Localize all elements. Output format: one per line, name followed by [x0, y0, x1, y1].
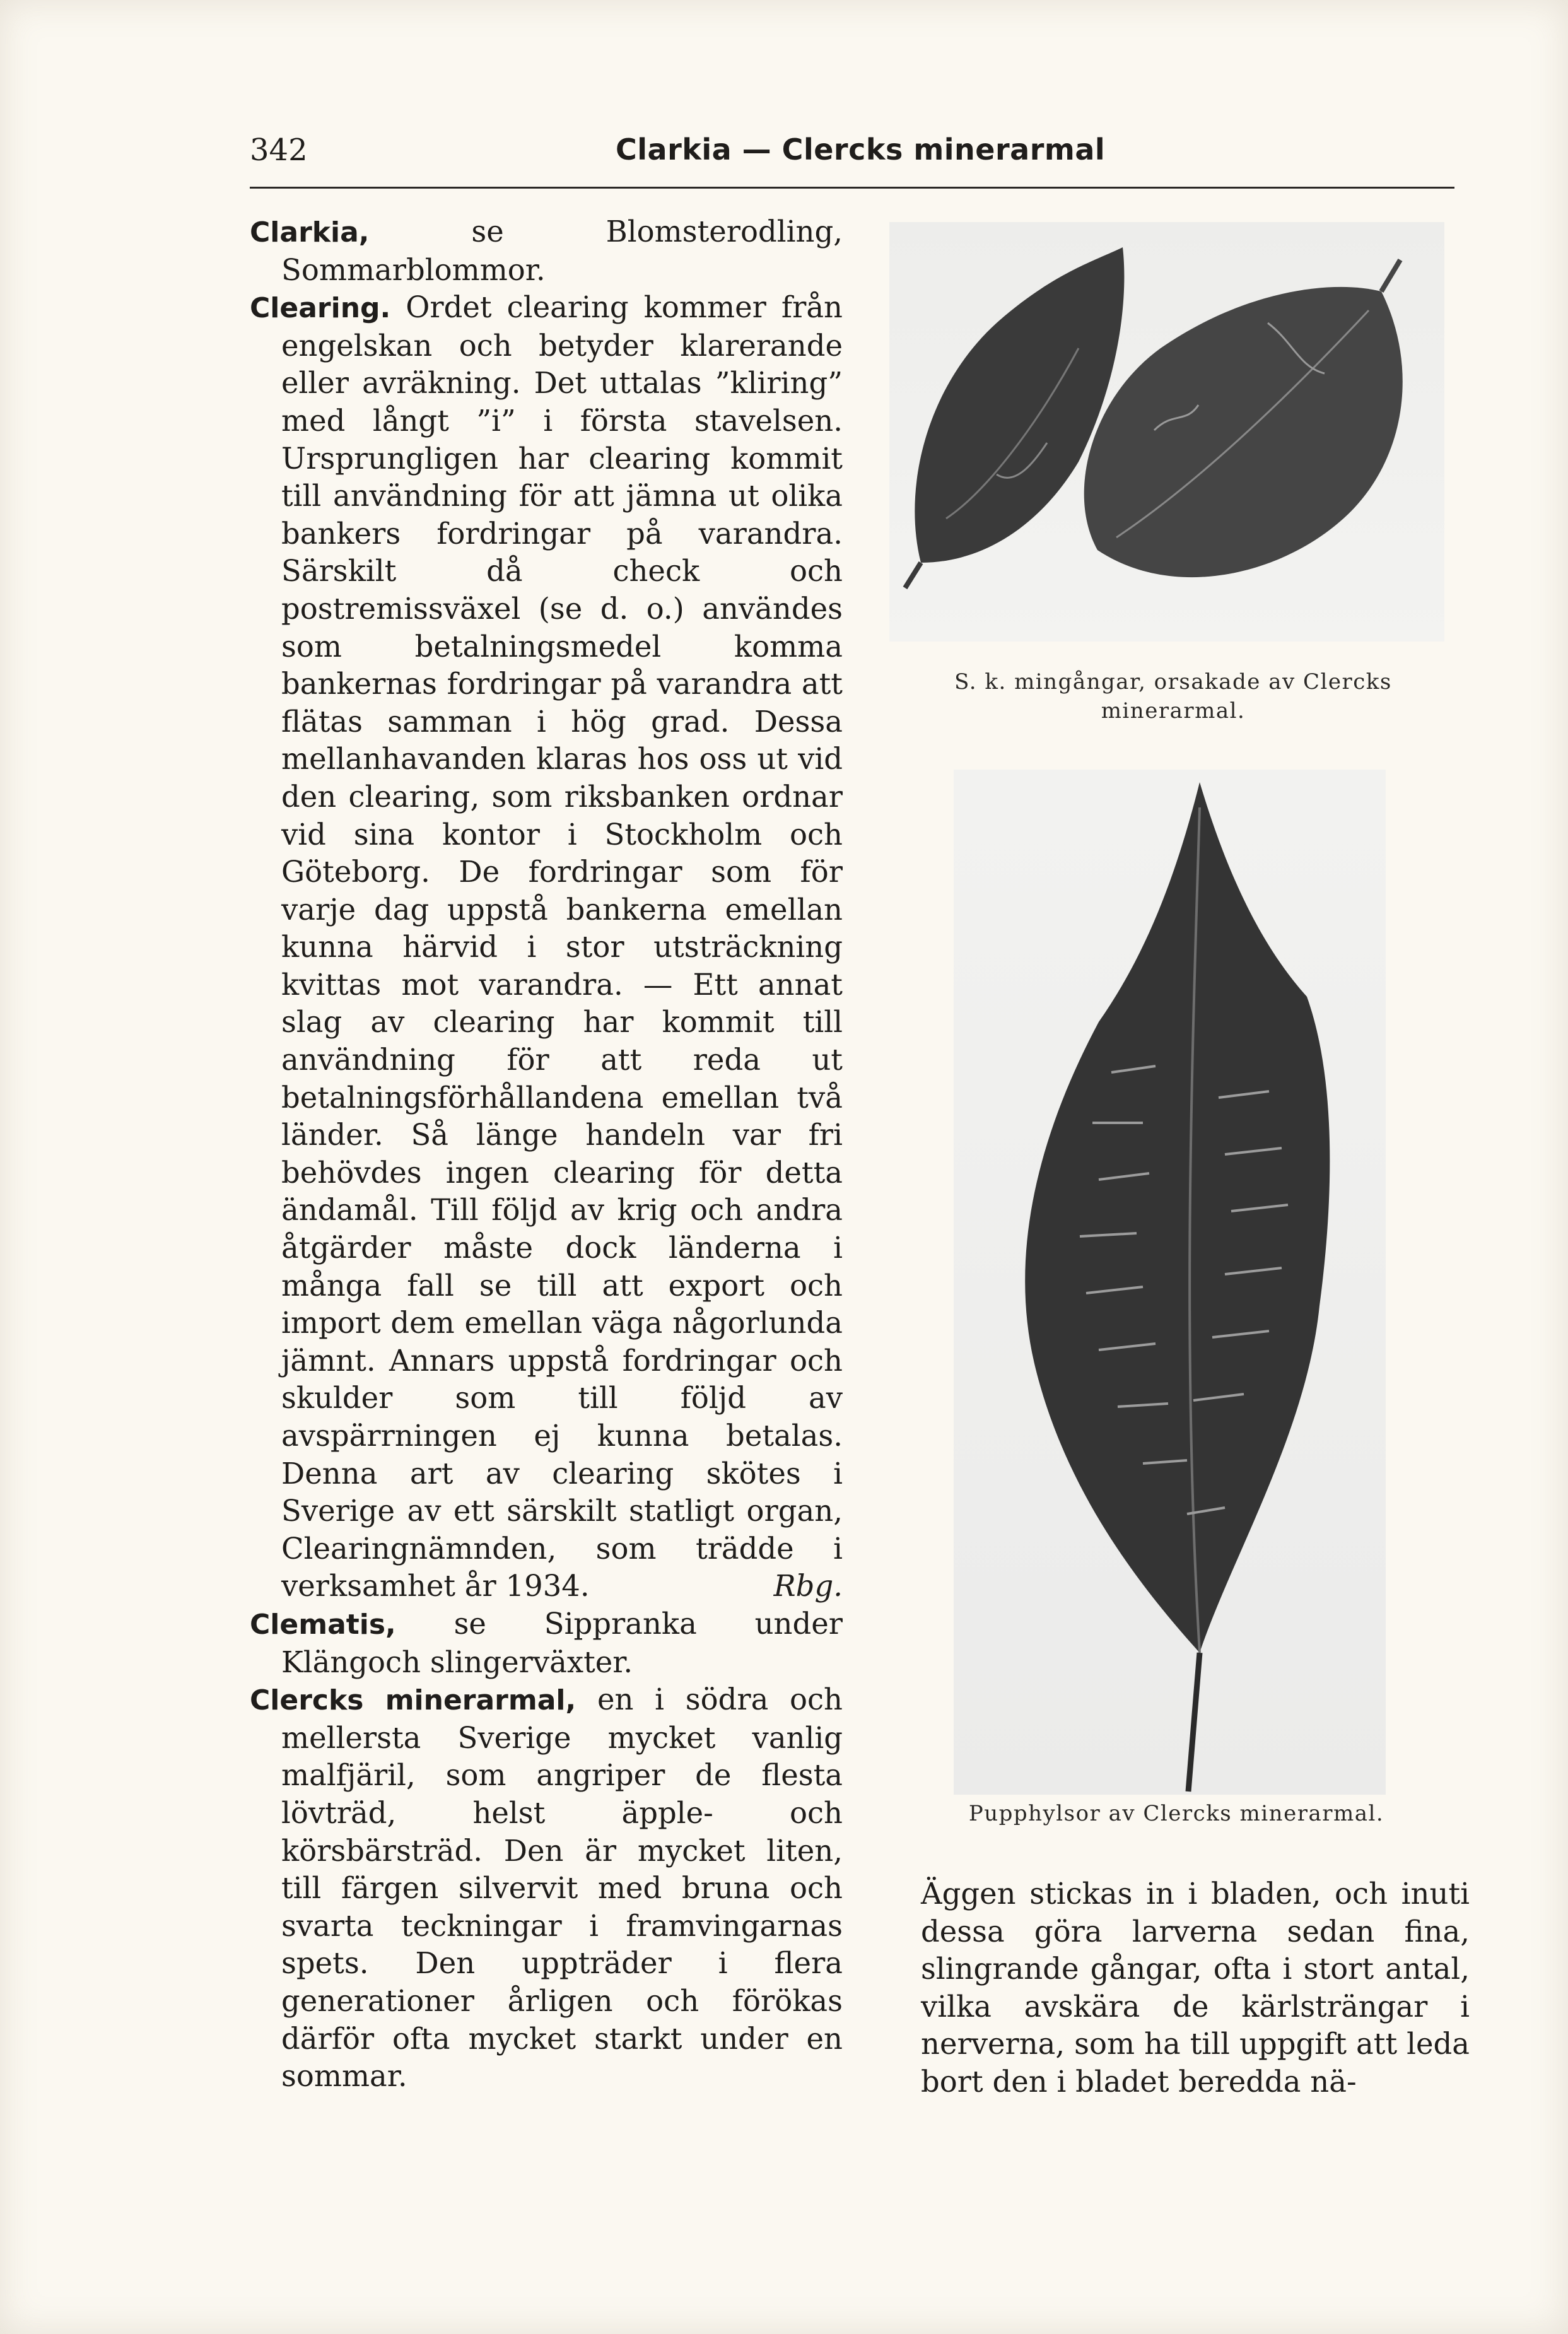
running-title: Clarkia — Clercks minerarmal — [616, 132, 1106, 167]
photo-pupal-cases — [954, 770, 1386, 1795]
entry-text: Ordet clearing kommer från engelskan och betyder klarerande eller avräkning. Det uttalas ”kliring” med långt ”i” i första stavelsen. Ursprungligen har clearing kommit till användning för att jämna ut olika bankers fordringar på varandra. Särskilt då check och postremissväxel (se d. o.) användes som betalningsmedel komma bankernas fordringar på varandra att flätas samman i hög grad. Dessa mellanhavanden klaras hos oss ut vid den clearing, som riksbanken ordnar vid sina kontor i Stockholm och Göteborg. De fordringar som för varje dag uppstå bankerna emellan kunna härvid i stor utsträckning kvittas mot varandra. — Ett annat slag av clearing har kommit till användning för att reda ut betalningsförhållandena emellan två länder. Så länge handeln var fri behövdes ingen clearing för detta ändamål. Till följd av krig och andra åtgärder måste dock länderna i många fall se till att export och import dem emellan väga någorlunda jämnt. Annars uppstå fordringar och skulder som till följd av avspärrningen ej kunna betalas. Denna art av clearing skötes i Sverige av ett särskilt statligt organ, Clearingnämnden, som trädde i verksamhet år 1934. — [281, 290, 843, 1604]
author-signature: Rbg. — [773, 1569, 843, 1604]
figure-caption: S. k. mingångar, orsakade av Clercks minerarmal. — [954, 669, 1392, 724]
continuation-paragraph: Äggen stickas in i bladen, och inuti dessa göra larverna sedan fina, slingrande gångar, ofta i stort antal, vilka avskära de kärlsträngar i nerverna, som ha till uppgift att leda bort den i bladet beredda nä- — [921, 1877, 1470, 2099]
photo-leaf-mines — [889, 222, 1444, 642]
entry-clarkia — [250, 213, 843, 289]
entry-clearing — [250, 289, 843, 1605]
page-header — [250, 132, 1454, 189]
entry-headword: Clearing. — [250, 292, 391, 325]
leaf-right — [1084, 260, 1403, 577]
entry-text: se Blomsterodling, Sommarblommor. — [281, 214, 843, 287]
entry-headword: Clarkia, — [250, 216, 370, 249]
entry-headword: Clematis, — [250, 1608, 396, 1641]
header-rule — [250, 187, 1454, 189]
left-column — [250, 213, 843, 2096]
entry-text: en i södra och mellersta Sverige mycket vanlig malfjäril, som angriper de flesta lövträd, helst äpple- och körsbärsträd. Den är mycket liten, till färgen silvervit med bruna och svarta teckningar i framvingarnas spets. Den uppträder i flera generationer årligen och förökas därför ofta mycket starkt under en sommar. — [281, 1682, 843, 2094]
entry-headword: Clercks minerarmal, — [250, 1684, 576, 1717]
entry-text: se Sippranka under Klängoch slingerväxter. — [281, 1606, 843, 1679]
page-number: 342 — [250, 132, 308, 168]
entry-clercks-minerarmal — [250, 1681, 843, 2096]
entry-clematis — [250, 1605, 843, 1681]
figure-caption: Pupphylsor av Clercks minerarmal. — [968, 1801, 1384, 1826]
leaf-pupal-cases — [1025, 782, 1330, 1792]
